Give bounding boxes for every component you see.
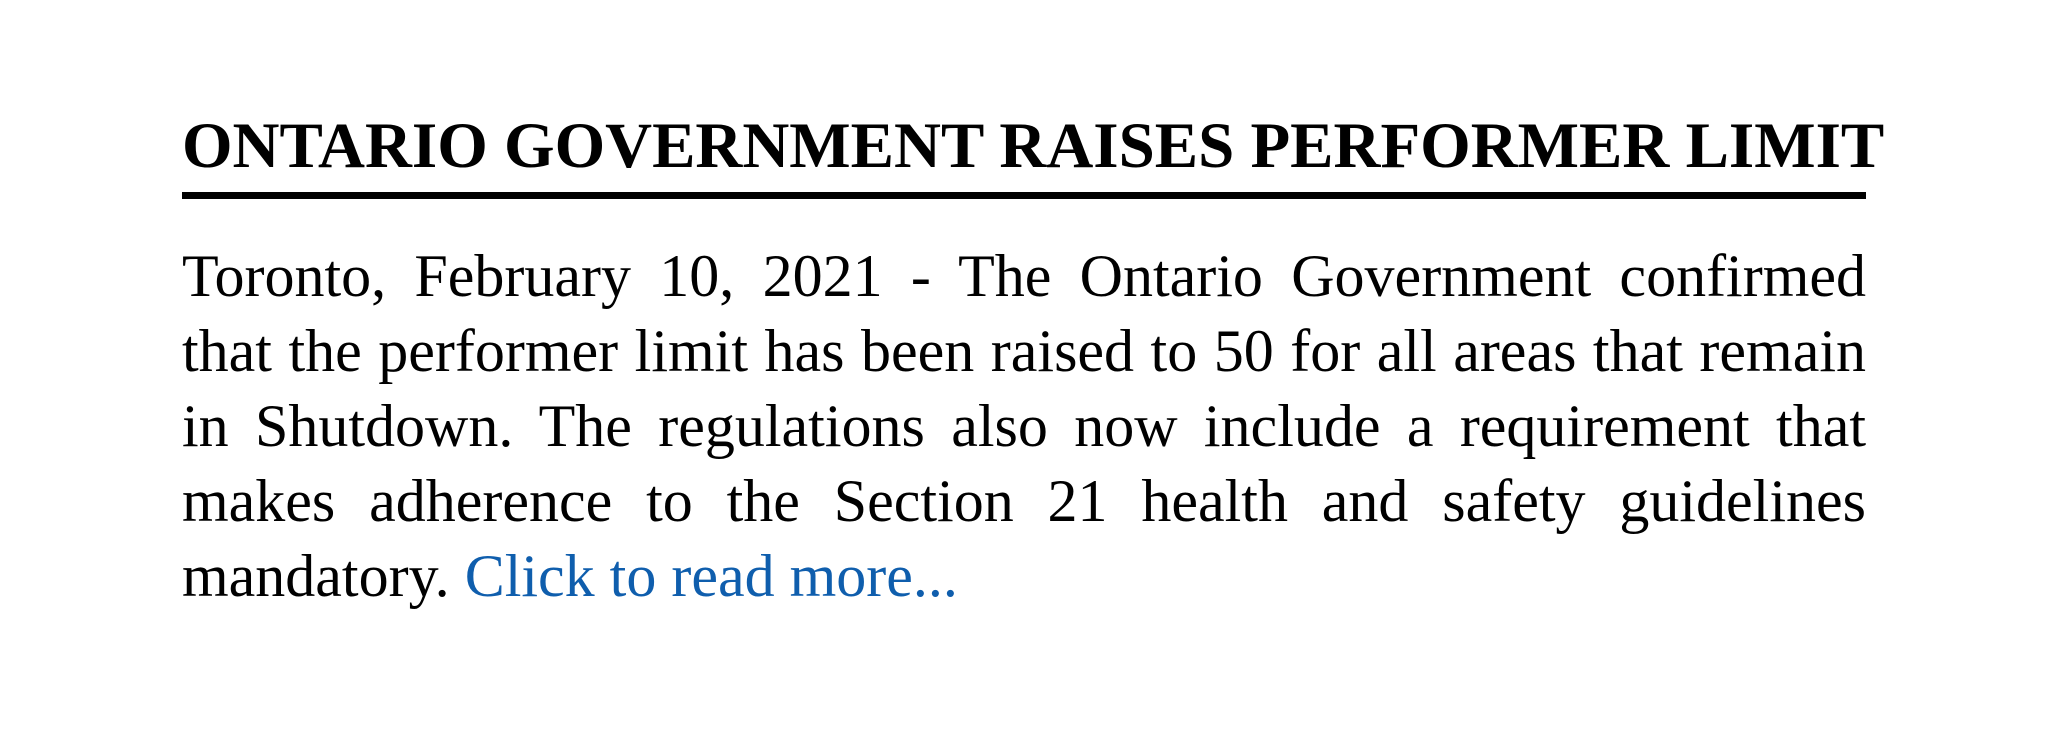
body-line-4: makes adherence to the Section 21 health and safety guidelines <box>182 468 1866 534</box>
body-line-3: in Shutdown. The regulations also now include a requirement that <box>182 393 1866 459</box>
read-more-link[interactable]: Click to read more... <box>464 543 958 609</box>
body-line-5-text: mandatory. <box>182 543 450 609</box>
article-title: ONTARIO GOVERNMENT RAISES PERFORMER LIMIT <box>182 110 1885 182</box>
body-line-5 <box>182 539 1866 614</box>
article-body <box>182 239 1866 614</box>
body-line-2: that the performer limit has been raised to 50 for all areas that remain <box>182 318 1866 384</box>
body-line-1: Toronto, February 10, 2021 - The Ontario Government confirmed <box>182 243 1866 309</box>
title-underline-rule <box>182 192 1866 199</box>
news-article <box>182 109 1885 614</box>
